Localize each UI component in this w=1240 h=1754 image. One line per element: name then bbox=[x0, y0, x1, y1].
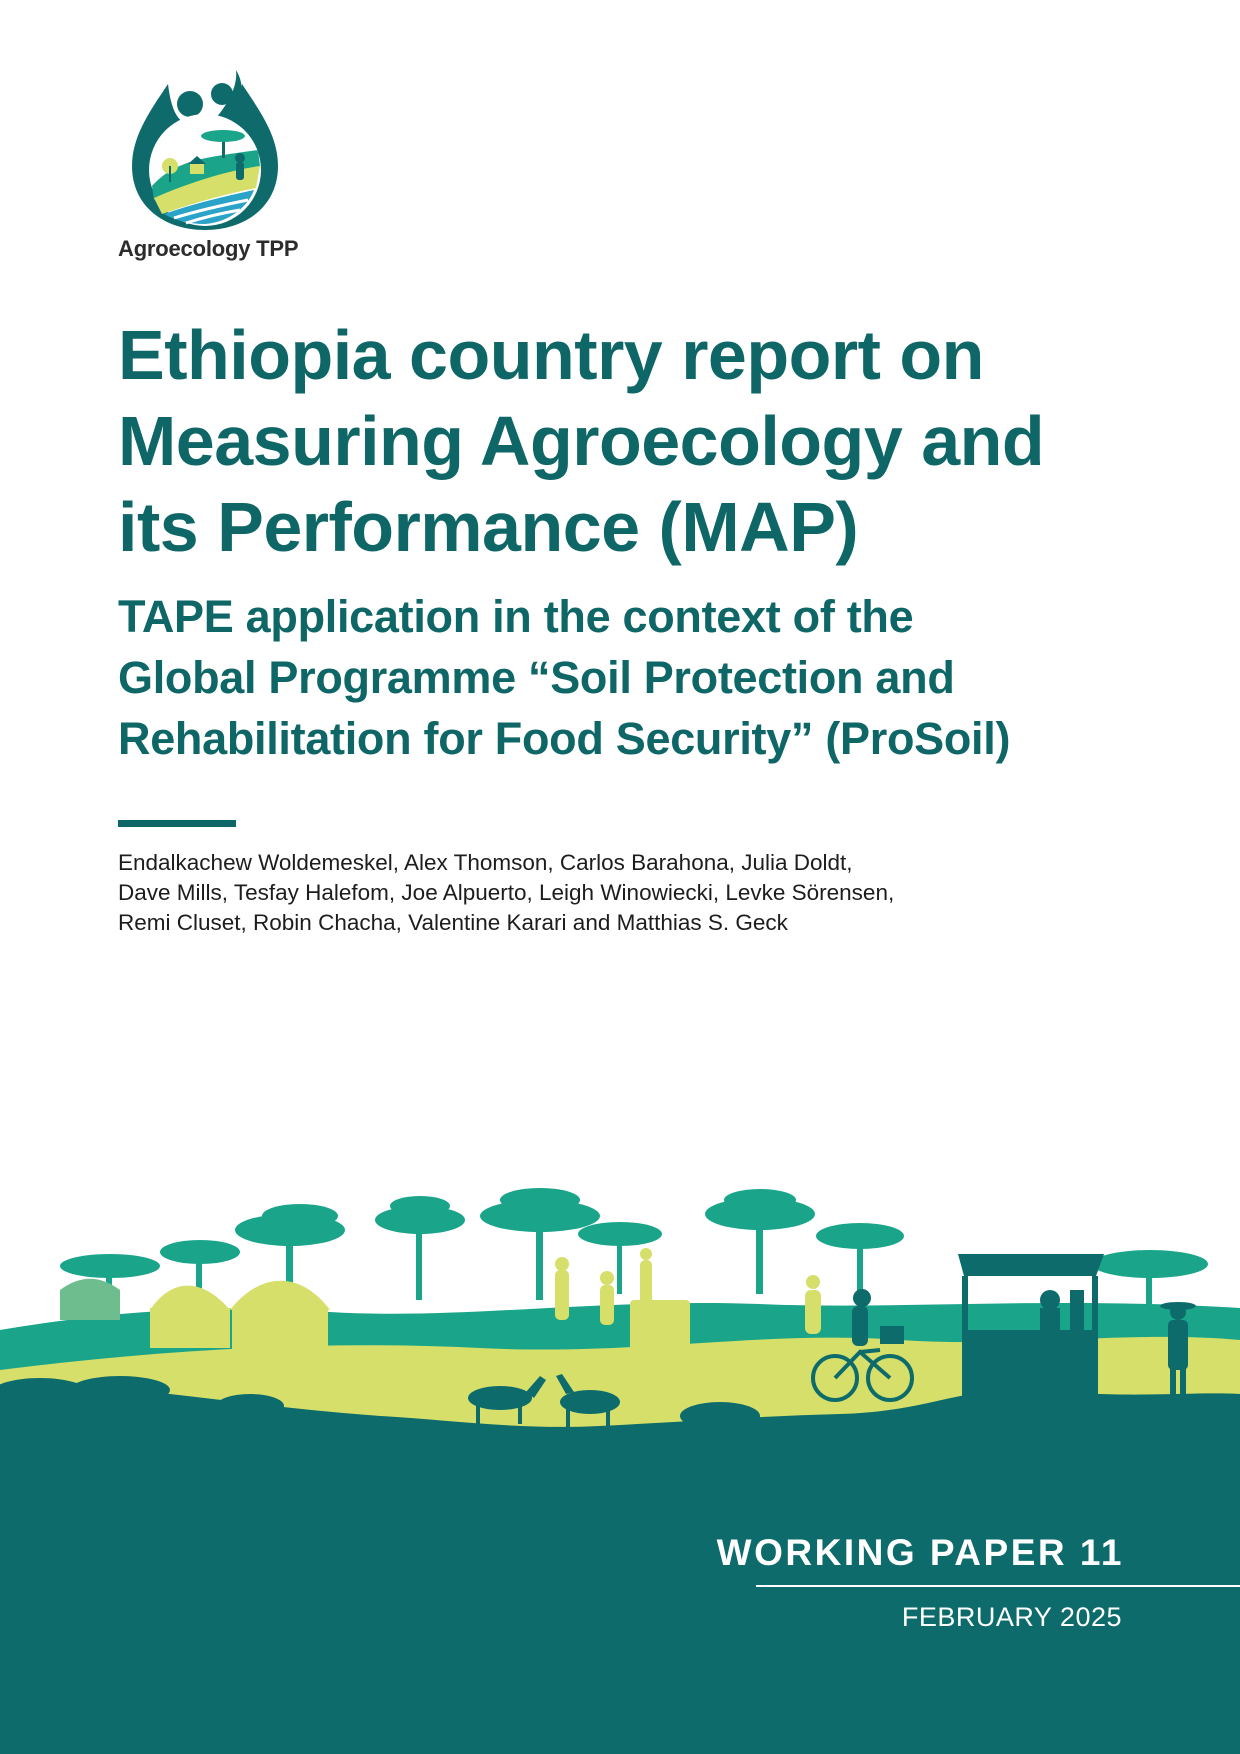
subtitle-line: TAPE application in the context of the bbox=[118, 591, 914, 642]
working-paper-label: WORKING PAPER 11 bbox=[716, 1532, 1124, 1573]
title-divider bbox=[118, 820, 236, 827]
author-line: Remi Cluset, Robin Chacha, Valentine Karari and Matthias S. Geck bbox=[118, 910, 788, 935]
title-line: Ethiopia country report on bbox=[118, 316, 984, 394]
acacia-trees-icon bbox=[60, 1188, 1208, 1306]
publication-date: FEBRUARY 2025 bbox=[901, 1602, 1122, 1632]
footer-divider bbox=[756, 1585, 1240, 1587]
author-line: Dave Mills, Tesfay Halefom, Joe Alpuerto, Leigh Winowiecki, Levke Sörensen, bbox=[118, 880, 895, 905]
huts-icon bbox=[150, 1281, 330, 1352]
title-line: Measuring Agroecology and bbox=[118, 402, 1045, 480]
author-line: Endalkachew Woldemeskel, Alex Thomson, Carlos Barahona, Julia Doldt, bbox=[118, 850, 853, 875]
subtitle-line: Global Programme “Soil Protection and bbox=[118, 652, 955, 703]
agroecology-drop-logo-icon bbox=[130, 66, 280, 236]
page-subtitle bbox=[118, 586, 1178, 769]
logo-wordmark: Agroecology TPP bbox=[118, 236, 299, 261]
subtitle-line: Rehabilitation for Food Security” (ProSoil) bbox=[118, 713, 1011, 764]
page-title bbox=[118, 312, 1118, 570]
title-line: its Performance (MAP) bbox=[118, 488, 859, 566]
market-stall-icon bbox=[958, 1254, 1104, 1410]
landscape-illustration bbox=[0, 1180, 1240, 1754]
author-list bbox=[118, 848, 1118, 938]
